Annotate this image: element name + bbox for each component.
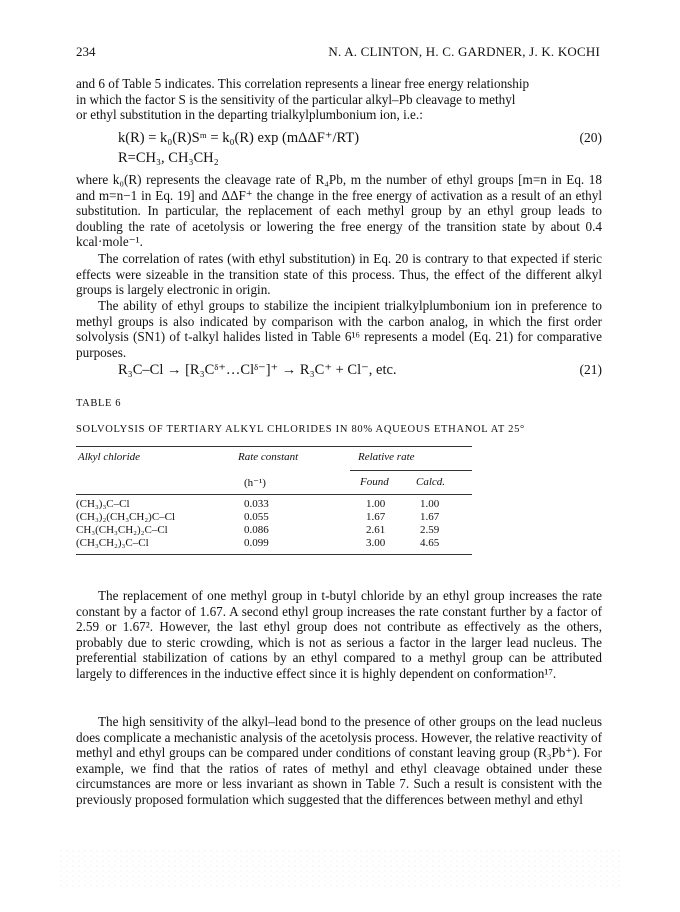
table-row-4-rate: 0.099 bbox=[244, 537, 269, 549]
paragraph-ethyl-stabilization bbox=[76, 298, 602, 360]
correlation-text: The correlation of rates (with ethyl substitution) in Eq. 20 is contrary to that expected if steric effects were sizeable in the transition state of this process. Thus, the effect of the different alkyl groups is largely electronic in origin. bbox=[76, 251, 602, 298]
paragraph-replacement bbox=[76, 588, 602, 682]
paragraph-definitions bbox=[76, 172, 602, 250]
equation-21 bbox=[118, 362, 602, 380]
table-row-4-compound: (CH₃CH₂)₃C–Cl bbox=[76, 537, 149, 549]
table-row-2-found: 1.67 bbox=[366, 511, 386, 523]
table-row-3-calcd: 2.59 bbox=[420, 524, 440, 536]
equation-20 bbox=[118, 130, 602, 148]
equation-21-expression: R₃C–Cl → [R₃Cᵟ⁺…Clᵟ⁻]⁺ → R₃C⁺ + Cl⁻, etc. bbox=[118, 362, 397, 378]
table-header-calcd: Calcd. bbox=[416, 476, 446, 488]
table-header-alkyl-chloride: Alkyl chloride bbox=[78, 451, 141, 463]
paragraph-intro bbox=[76, 76, 602, 123]
equation-20-expression: k(R) = k₀(R)Sᵐ = k₀(R) exp (mΔΔF⁺/RT) bbox=[118, 130, 360, 146]
intro-line-2: in which the factor S is the sensitivity of the particular alkyl–Pb cleavage to methyl bbox=[76, 91, 516, 107]
table-row-3-compound: CH₃(CH₃CH₂)₂C–Cl bbox=[76, 524, 168, 536]
table-row-1-rate: 0.033 bbox=[244, 498, 269, 510]
table-row-1-found: 1.00 bbox=[366, 498, 386, 510]
paragraph-correlation bbox=[76, 251, 602, 298]
paragraph-sensitivity bbox=[76, 714, 602, 808]
table-subheader-rule bbox=[350, 470, 472, 471]
table-row-1-compound: (CH₃)₃C–Cl bbox=[76, 498, 130, 510]
page-number: 234 bbox=[76, 44, 96, 59]
equation-21-number: (21) bbox=[579, 362, 602, 377]
table-caption: SOLVOLYSIS OF TERTIARY ALKYL CHLORIDES IN 80% AQUEOUS ETHANOL AT 25° bbox=[76, 424, 525, 435]
table-header-found: Found bbox=[360, 476, 389, 488]
intro-line-1: and 6 of Table 5 indicates. This correlation represents a linear free energy relationship bbox=[76, 76, 530, 91]
table-row-2-rate: 0.055 bbox=[244, 511, 269, 523]
equation-20-substituents-row bbox=[118, 150, 602, 168]
table-header-rule bbox=[76, 494, 472, 495]
definitions-text: where k₀(R) represents the cleavage rate of R₄Pb, m the number of ethyl groups [m=n in Eq. 18 and m=n−1 in Eq. 19] and ΔΔF⁺ the change in the free energy of activation as a result of an ethyl substitution. In particular, the replacement of each methyl group by an ethyl group leads to doubling the rate of acetolysis or lowering the free energy of the transition state by about 0.4 kcal·mole⁻¹. bbox=[76, 172, 602, 250]
table-header-rate-unit: (h⁻¹) bbox=[244, 477, 266, 489]
ethyl-stabilization-text: The ability of ethyl groups to stabilize the incipient trialkylplumbonium ion in preference to methyl groups is also indicated by comparison with the carbon analog, in which the first order solvolysis (SN1) of t-alkyl halides listed in Table 6¹⁶ represents a model (Eq. 21) for comparative purposes. bbox=[76, 298, 602, 360]
table-row-3-rate: 0.086 bbox=[244, 524, 269, 536]
intro-line-3: or ethyl substitution in the departing trialkylplumbonium ion, i.e.: bbox=[76, 107, 423, 123]
table-header-relative-rate: Relative rate bbox=[358, 451, 415, 463]
table-header-rate-constant: Rate constant bbox=[238, 451, 299, 463]
table-label: TABLE 6 bbox=[76, 398, 122, 409]
sensitivity-text: The high sensitivity of the alkyl–lead bond to the presence of other groups on the lead nucleus does complicate a mechanistic analysis of the acetolysis process. However, the relative reactivity of methyl and ethyl groups can be compared under conditions of constant leaving group (R₃Pb⁺). For example, we find that the ratios of rates of methyl and ethyl cleavage obtained under these circumstances are more or less invariant as shown in Table 7. Such a result is consistent with the previously proposed formulation which suggested that the differences between methyl and ethyl bbox=[76, 714, 602, 807]
table-top-rule bbox=[76, 446, 472, 447]
table-row-4-calcd: 4.65 bbox=[420, 537, 440, 549]
table-row-1-calcd: 1.00 bbox=[420, 498, 440, 510]
table-row-4-found: 3.00 bbox=[366, 537, 386, 549]
scan-noise-texture bbox=[60, 850, 620, 890]
replacement-text: The replacement of one methyl group in t-butyl chloride by an ethyl group increases the rate constant by a factor of 1.67. A second ethyl group increases the rate constant further by a factor of 2.59 or 1.67². However, the last ethyl group does not contribute as effectively as the others, probably due to steric crowding, which is not as serious a factor in the larger lead nucleus. The preferential stabilization of cations by an ethyl compared to a methyl group can be attributed largely to differences in the inductive effect since it is highly dependent on conformation¹⁷. bbox=[76, 588, 602, 681]
table-row-2-compound: (CH₃)₂(CH₃CH₂)C–Cl bbox=[76, 511, 176, 523]
table-row-2-calcd: 1.67 bbox=[420, 511, 440, 523]
equation-20-number: (20) bbox=[579, 130, 602, 145]
running-header bbox=[76, 44, 600, 62]
running-head-authors: N. A. CLINTON, H. C. GARDNER, J. K. KOCHI bbox=[328, 44, 600, 59]
table-bottom-rule bbox=[76, 554, 472, 555]
table-row-3-found: 2.61 bbox=[366, 524, 386, 536]
equation-20-substituents: R=CH₃, CH₃CH₂ bbox=[118, 150, 219, 166]
